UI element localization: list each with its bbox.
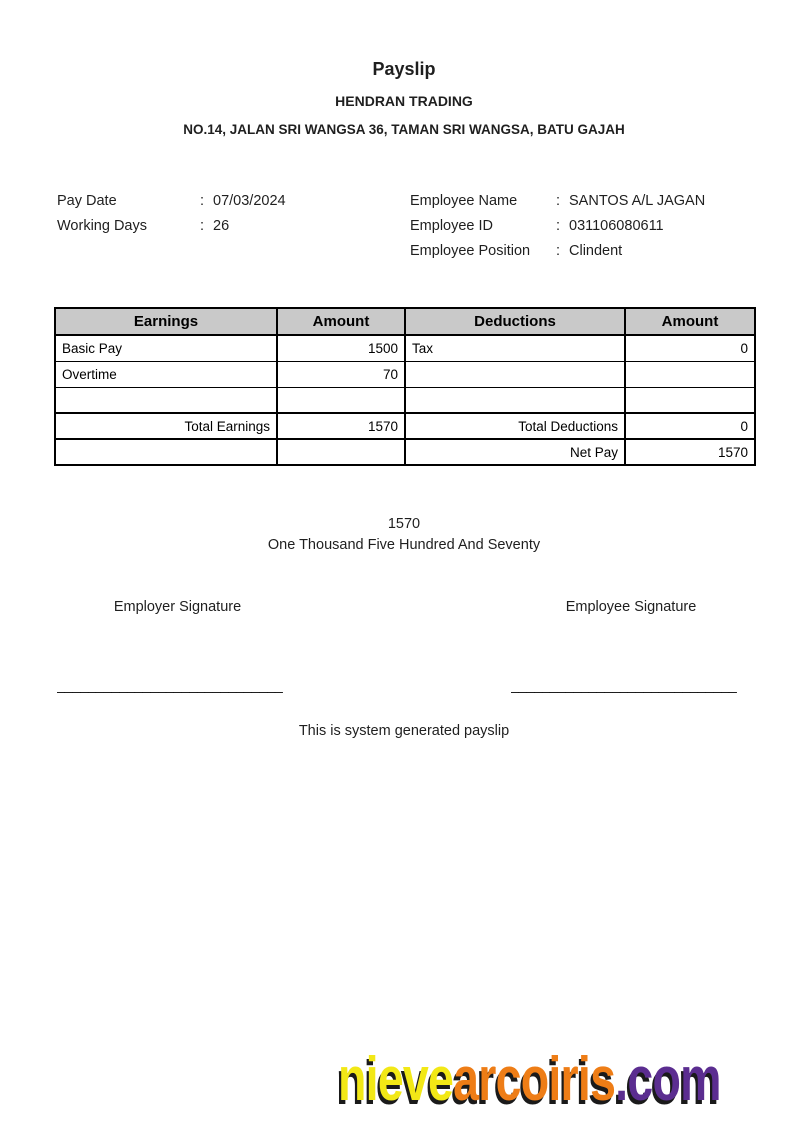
net-pay-words: One Thousand Five Hundred And Seventy [267,537,541,553]
deductions-amount-header: Amount [625,308,755,335]
net-pay-row [55,439,755,465]
employee-info-block [410,189,758,264]
net-pay-label-cell: Net Pay [405,439,625,465]
company-address: NO.14, JALAN SRI WANGSA 36, TAMAN SRI WANGSA, BATU GAJAH [183,122,625,137]
net-pay-summary [0,516,808,553]
table-cell [625,361,755,387]
table-cell: Basic Pay [55,335,277,361]
earnings-header: Earnings [55,308,277,335]
signature-lines [0,677,808,693]
separator: : [556,193,561,209]
total-deductions-value-cell: 0 [625,413,755,439]
document-header [0,0,808,137]
employee-id-value: 031106080611 [569,218,664,234]
table-row [55,361,755,387]
employer-signature-label: Employer Signature [113,599,242,615]
deductions-header: Deductions [405,308,625,335]
employee-id-row [410,214,758,239]
separator: : [556,243,561,259]
pay-info-block [57,189,410,264]
employee-id-label: Employee ID [410,218,494,234]
watermark-part-arcoiris: arcoiris [453,1045,616,1114]
table-cell: Tax [405,335,625,361]
earnings-deductions-table [54,307,756,466]
table-cell [405,361,625,387]
table-cell [625,387,755,413]
watermark-part-com: .com [615,1045,721,1114]
earnings-amount-header: Amount [277,308,405,335]
table-cell [55,439,277,465]
working-days-row [57,214,410,239]
employee-name-row [410,189,758,214]
separator: : [200,193,205,209]
table-cell [277,439,405,465]
employee-name-label: Employee Name [410,193,518,209]
table-row [55,335,755,361]
total-earnings-value-cell: 1570 [277,413,405,439]
pay-table-container [54,307,754,466]
net-pay-value-cell: 1570 [625,439,755,465]
table-cell [277,387,405,413]
site-watermark [338,1044,721,1115]
table-cell: 1500 [277,335,405,361]
company-name: HENDRAN TRADING [335,93,473,109]
employee-name-value: SANTOS A/L JAGAN [569,193,706,209]
net-pay-figure: 1570 [387,516,421,532]
page-title: Payslip [372,59,436,79]
totals-row [55,413,755,439]
table-cell: 70 [277,361,405,387]
total-deductions-label-cell: Total Deductions [405,413,625,439]
employee-position-label: Employee Position [410,243,531,259]
table-header-row [55,308,755,335]
working-days-value: 26 [213,218,230,234]
employer-signature-line: _____________________________ [57,677,283,693]
employee-info-section [0,189,808,264]
employee-signature-label: Employee Signature [565,599,697,615]
table-cell: Overtime [55,361,277,387]
separator: : [556,218,561,234]
table-row [55,387,755,413]
pay-date-row [57,189,410,214]
system-generated-note: This is system generated payslip [298,723,510,739]
working-days-label: Working Days [57,218,147,234]
watermark-part-nieve: nieve [338,1045,454,1114]
pay-date-label: Pay Date [57,193,117,209]
signature-labels [0,599,808,615]
pay-date-value: 07/03/2024 [213,193,286,209]
employee-position-value: Clindent [569,243,623,259]
separator: : [200,218,205,234]
table-cell: 0 [625,335,755,361]
total-earnings-label-cell: Total Earnings [55,413,277,439]
table-cell [55,387,277,413]
table-cell [405,387,625,413]
employee-signature-line: _____________________________ [511,677,737,693]
employee-position-row [410,239,758,264]
